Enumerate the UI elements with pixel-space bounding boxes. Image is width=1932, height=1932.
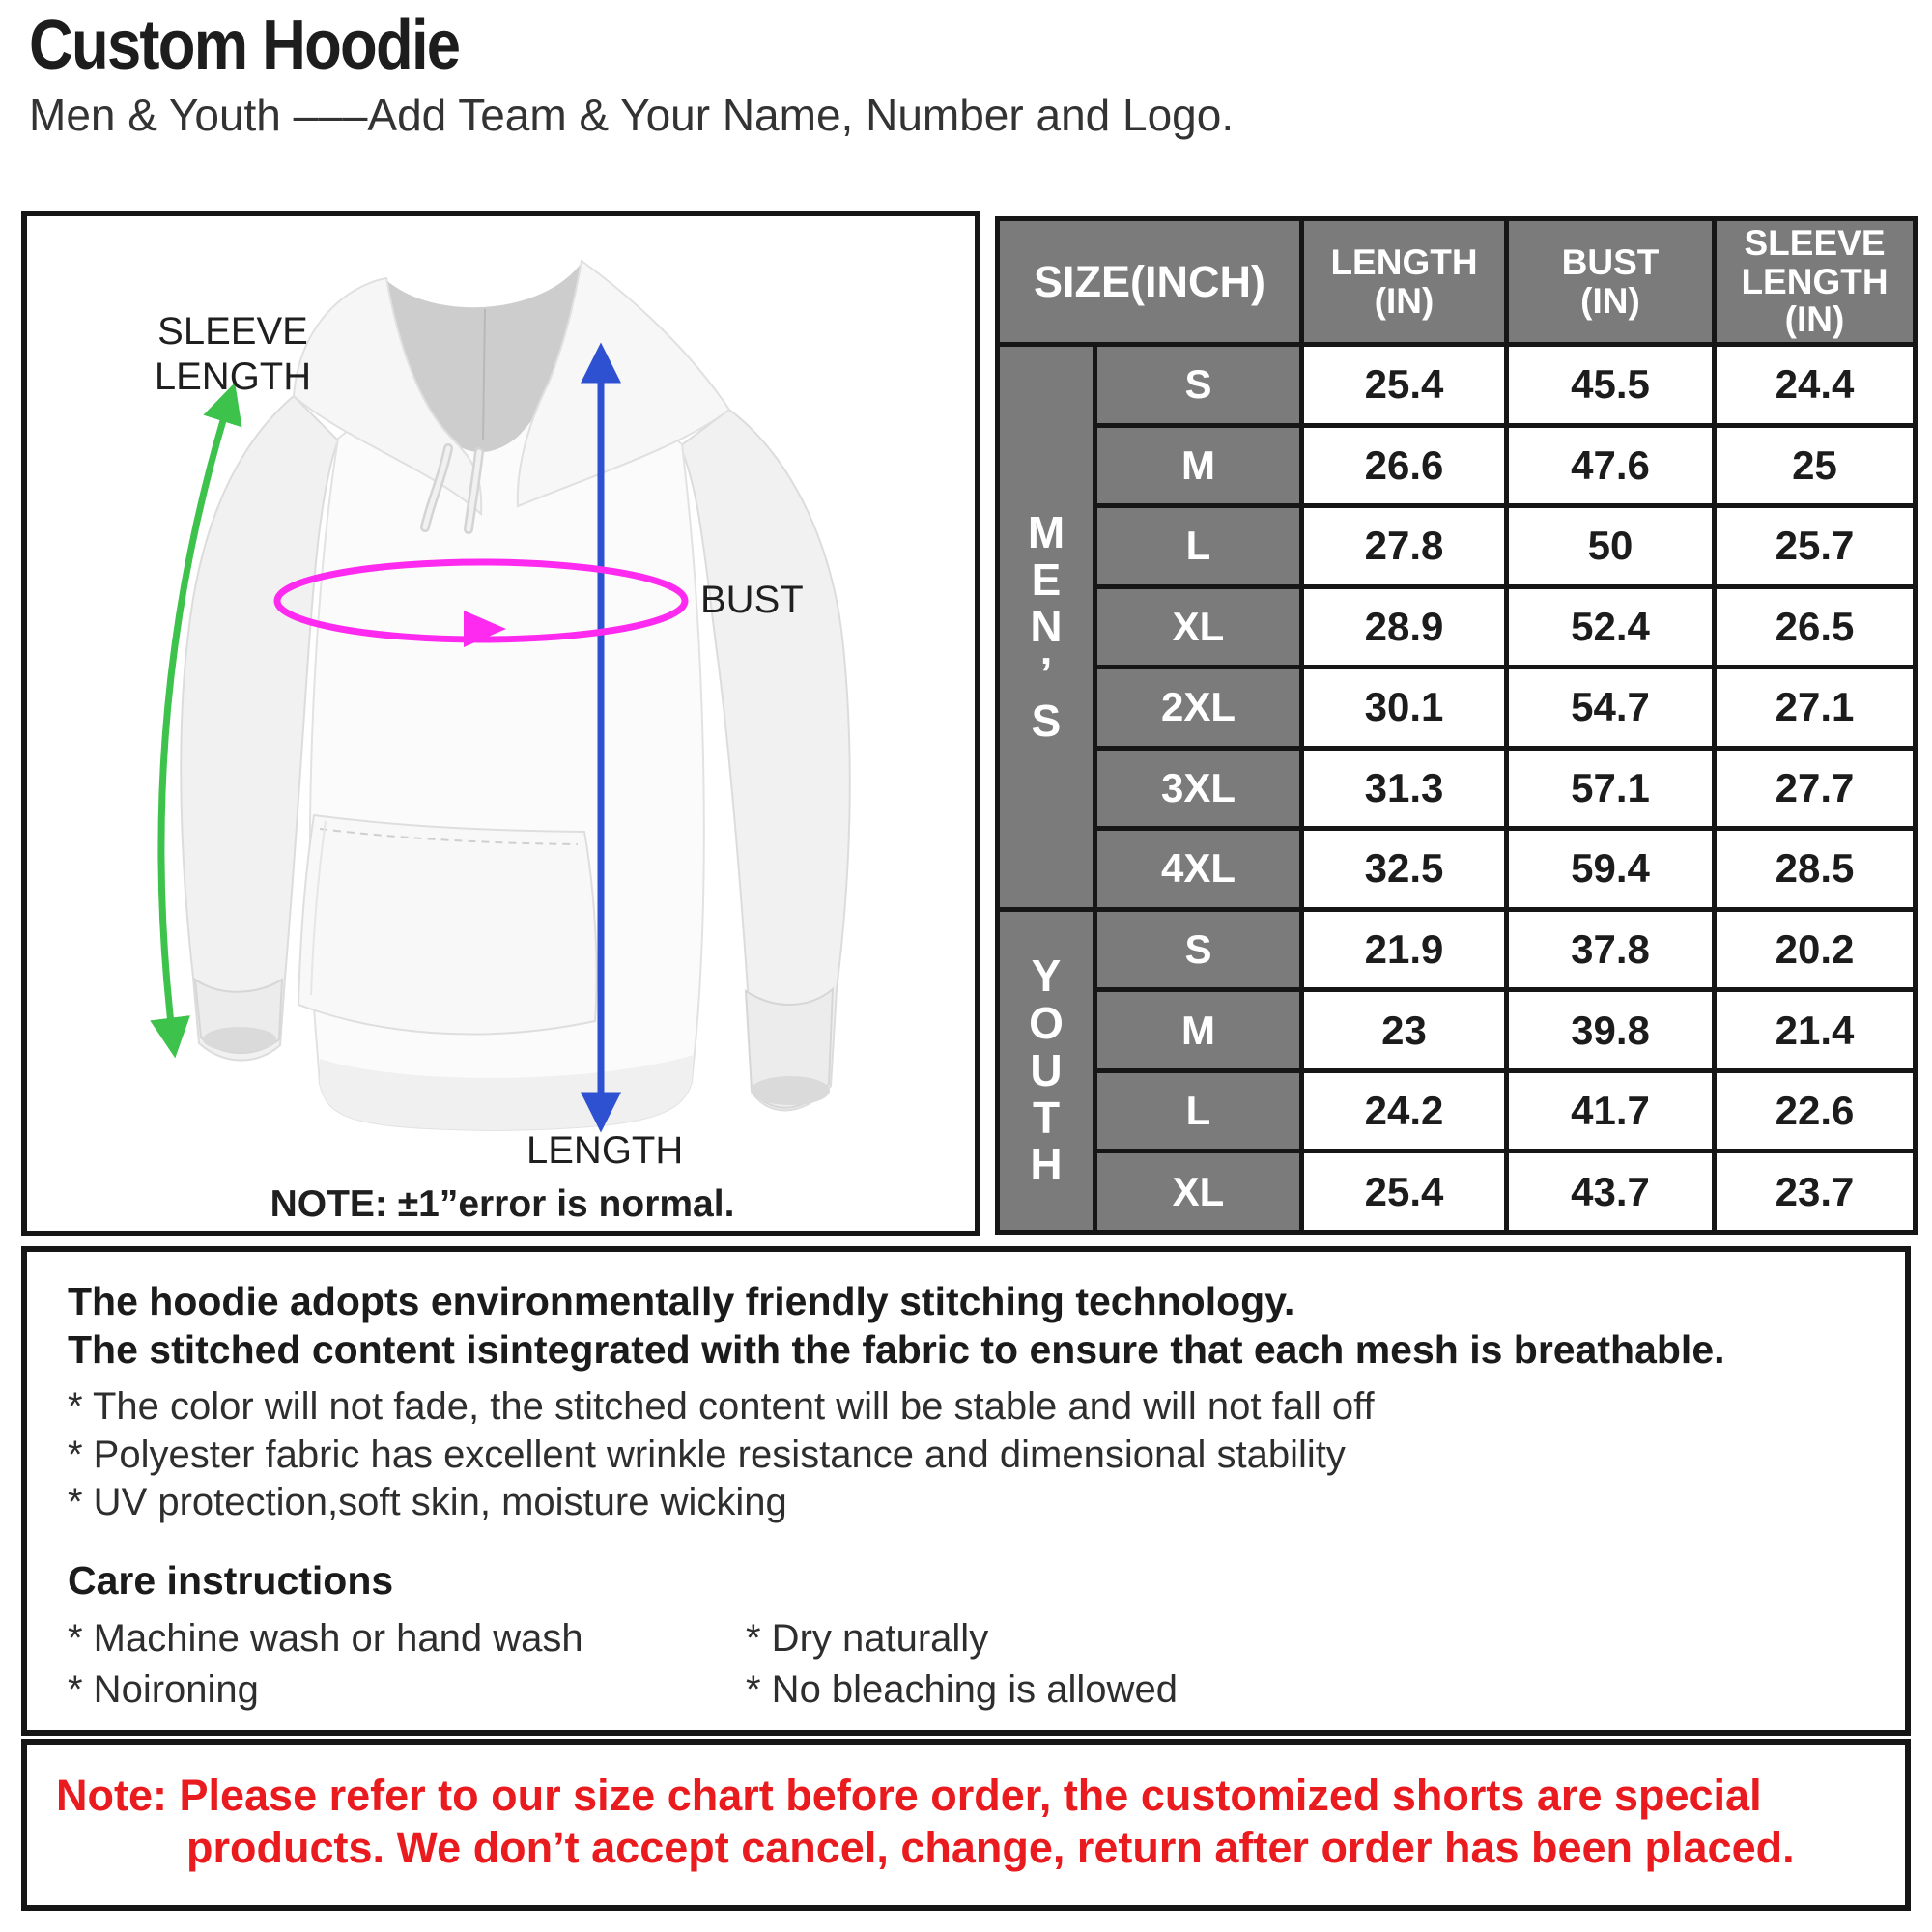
text-line: * Machine wash or hand wash: [68, 1616, 583, 1660]
measurement-value: 25.4: [1302, 345, 1507, 426]
table-row: [998, 425, 1916, 506]
measurement-value: 25.7: [1715, 506, 1916, 587]
bust-label: BUST: [700, 579, 804, 621]
text-line: The stitched content isintegrated with the fabric to ensure that each mesh is breathable.: [68, 1327, 1725, 1373]
measurement-value: 54.7: [1507, 668, 1715, 749]
measurement-value: 24.2: [1302, 1070, 1507, 1151]
hoodie-diagram-panel: [21, 211, 980, 1236]
table-row: [998, 748, 1916, 829]
size-label: 3XL: [1095, 748, 1302, 829]
size-label: M: [1095, 990, 1302, 1071]
table-row: [998, 345, 1916, 426]
size-label: XL: [1095, 586, 1302, 668]
care-column-1: [68, 1613, 746, 1716]
group-label-mens: M E N ’ S: [998, 345, 1095, 910]
length-column-header: LENGTH (IN): [1302, 219, 1507, 345]
sleeve-label-line2: LENGTH: [154, 355, 312, 399]
order-note-panel: [21, 1739, 1911, 1911]
page-title: Custom Hoodie: [29, 7, 460, 84]
measurement-value: 57.1: [1507, 748, 1715, 829]
measurement-value: 59.4: [1507, 829, 1715, 910]
measurement-value: 22.6: [1715, 1070, 1916, 1151]
page-subtitle: Men & Youth –––Add Team & Your Name, Number and Logo.: [29, 90, 1235, 140]
measurement-value: 24.4: [1715, 345, 1916, 426]
size-table-body: [998, 345, 1916, 1233]
product-description-panel: [21, 1246, 1911, 1736]
measurement-value: 23.7: [1715, 1151, 1916, 1233]
measurement-value: 45.5: [1507, 345, 1715, 426]
text-line: * Noironing: [68, 1667, 259, 1711]
sleeve-length-label: [127, 309, 339, 400]
text-line: * No bleaching is allowed: [746, 1667, 1178, 1711]
measurement-value: 30.1: [1302, 668, 1507, 749]
measurement-value: 31.3: [1302, 748, 1507, 829]
measurement-value: 27.7: [1715, 748, 1916, 829]
measurement-value: 43.7: [1507, 1151, 1715, 1233]
sleeve-length-column-header: SLEEVE LENGTH (IN): [1715, 219, 1916, 345]
size-inch-header: SIZE(INCH): [998, 219, 1302, 345]
text-line: * Polyester fabric has excellent wrinkle resistance and dimensional stability: [68, 1433, 1346, 1476]
measurement-value: 28.5: [1715, 829, 1916, 910]
measurement-value: 47.6: [1507, 425, 1715, 506]
order-note-line2: products. We don’t accept cancel, change, return after order has been placed.: [186, 1823, 1795, 1872]
table-row: [998, 909, 1916, 990]
sleeve-label-line1: SLEEVE: [157, 310, 308, 353]
size-label: L: [1095, 1070, 1302, 1151]
care-column-2: [746, 1613, 1861, 1716]
text-line: The hoodie adopts environmentally friendly stitching technology.: [68, 1279, 1295, 1323]
description-bullets: [68, 1383, 1861, 1527]
group-label-youth: Y O U T H: [998, 909, 1095, 1232]
bust-column-header: BUST (IN): [1507, 219, 1715, 345]
care-instructions-list: [68, 1613, 1861, 1716]
measurement-value: 21.9: [1302, 909, 1507, 990]
length-label: LENGTH: [526, 1129, 684, 1172]
measurement-value: 50: [1507, 506, 1715, 587]
measurement-value: 37.8: [1507, 909, 1715, 990]
size-label: S: [1095, 345, 1302, 426]
size-label: S: [1095, 909, 1302, 990]
measurement-value: 28.9: [1302, 586, 1507, 668]
size-label: L: [1095, 506, 1302, 587]
size-label: M: [1095, 425, 1302, 506]
measurement-value: 20.2: [1715, 909, 1916, 990]
table-row: [998, 1151, 1916, 1233]
text-line: * UV protection,soft skin, moisture wicking: [68, 1481, 787, 1524]
size-chart-table: [995, 216, 1918, 1235]
measurement-value: 32.5: [1302, 829, 1507, 910]
care-instructions-title: Care instructions: [68, 1557, 394, 1603]
measurement-value: 39.8: [1507, 990, 1715, 1071]
table-row: [998, 586, 1916, 668]
text-line: * The color will not fade, the stitched content will be stable and will not fall off: [68, 1385, 1375, 1429]
measurement-value: 23: [1302, 990, 1507, 1071]
table-row: [998, 668, 1916, 749]
size-chart-header-row: [998, 219, 1916, 345]
size-label: 4XL: [1095, 829, 1302, 910]
measurement-value: 52.4: [1507, 586, 1715, 668]
table-row: [998, 506, 1916, 587]
table-row: [998, 990, 1916, 1071]
size-label: 2XL: [1095, 668, 1302, 749]
tolerance-note: NOTE: ±1”error is normal.: [270, 1183, 735, 1225]
measurement-value: 21.4: [1715, 990, 1916, 1071]
measurement-value: 41.7: [1507, 1070, 1715, 1151]
measurement-value: 27.1: [1715, 668, 1916, 749]
measurement-value: 25: [1715, 425, 1916, 506]
measurement-value: 26.5: [1715, 586, 1916, 668]
order-note-line1: Note: Please refer to our size chart before order, the customized shorts are special: [56, 1771, 1762, 1820]
description-bold-lines: [68, 1277, 1861, 1374]
text-line: * Dry naturally: [746, 1616, 989, 1660]
measurement-value: 25.4: [1302, 1151, 1507, 1233]
table-row: [998, 1070, 1916, 1151]
table-row: [998, 829, 1916, 910]
size-label: XL: [1095, 1151, 1302, 1233]
measurement-value: 26.6: [1302, 425, 1507, 506]
measurement-value: 27.8: [1302, 506, 1507, 587]
